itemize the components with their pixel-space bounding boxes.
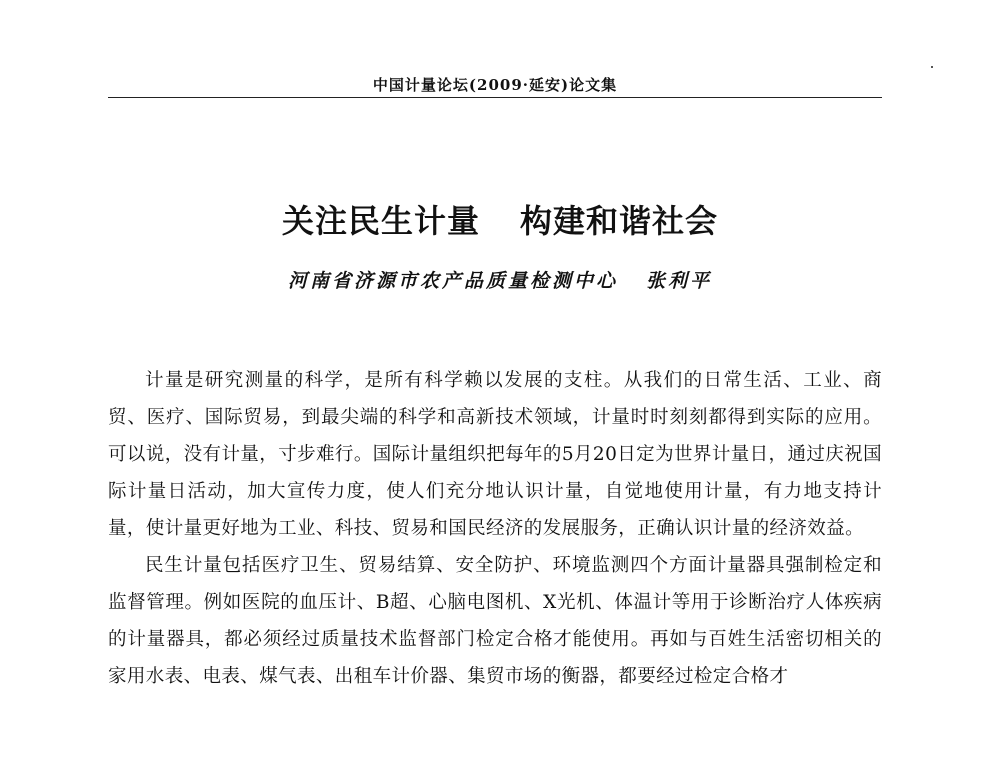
scan-speck [931, 66, 933, 68]
paper-title [0, 196, 1000, 242]
header-rule [108, 97, 882, 98]
affiliation: 河南省济源市农产品质量检测中心 [287, 270, 618, 292]
running-header: 中国计量论坛(2009·延安)论文集 [372, 76, 618, 94]
title-part-1: 关注民生计量 [281, 202, 480, 240]
paragraph-2: 民生计量包括医疗卫生、贸易结算、安全防护、环境监测四个方面计量器具强制检定和监督管理。例如医院的血压计、B超、心脑电图机、X光机、体温计等用于诊断治疗人体疾病的计量器具，都必须经过质量技术监督部门检定合格才能使用。再如与百姓生活密切相关的家用水表、电表、煤气表、出租车计价器、集贸市场的衡器，都要经过检定合格才 [108, 555, 882, 687]
byline [0, 266, 1000, 293]
title-part-2: 构建和谐社会 [520, 202, 719, 240]
body-text [108, 362, 882, 695]
paragraph-1: 计量是研究测量的科学，是所有科学赖以发展的支柱。从我们的日常生活、工业、商贸、医疗、国际贸易，到最尖端的科学和高新技术领域，计量时时刻刻都得到实际的应用。可以说，没有计量，寸步难行。国际计量组织把每年的5月20日定为世界计量日，通过庆祝国际计量日活动，加大宣传力度，使人们充分地认识计量，自觉地使用计量，有力地支持计量，使计量更好地为工业、科技、贸易和国民经济的发展服务，正确认识计量的经济效益。 [108, 370, 882, 539]
author-name: 张利平 [646, 270, 713, 292]
